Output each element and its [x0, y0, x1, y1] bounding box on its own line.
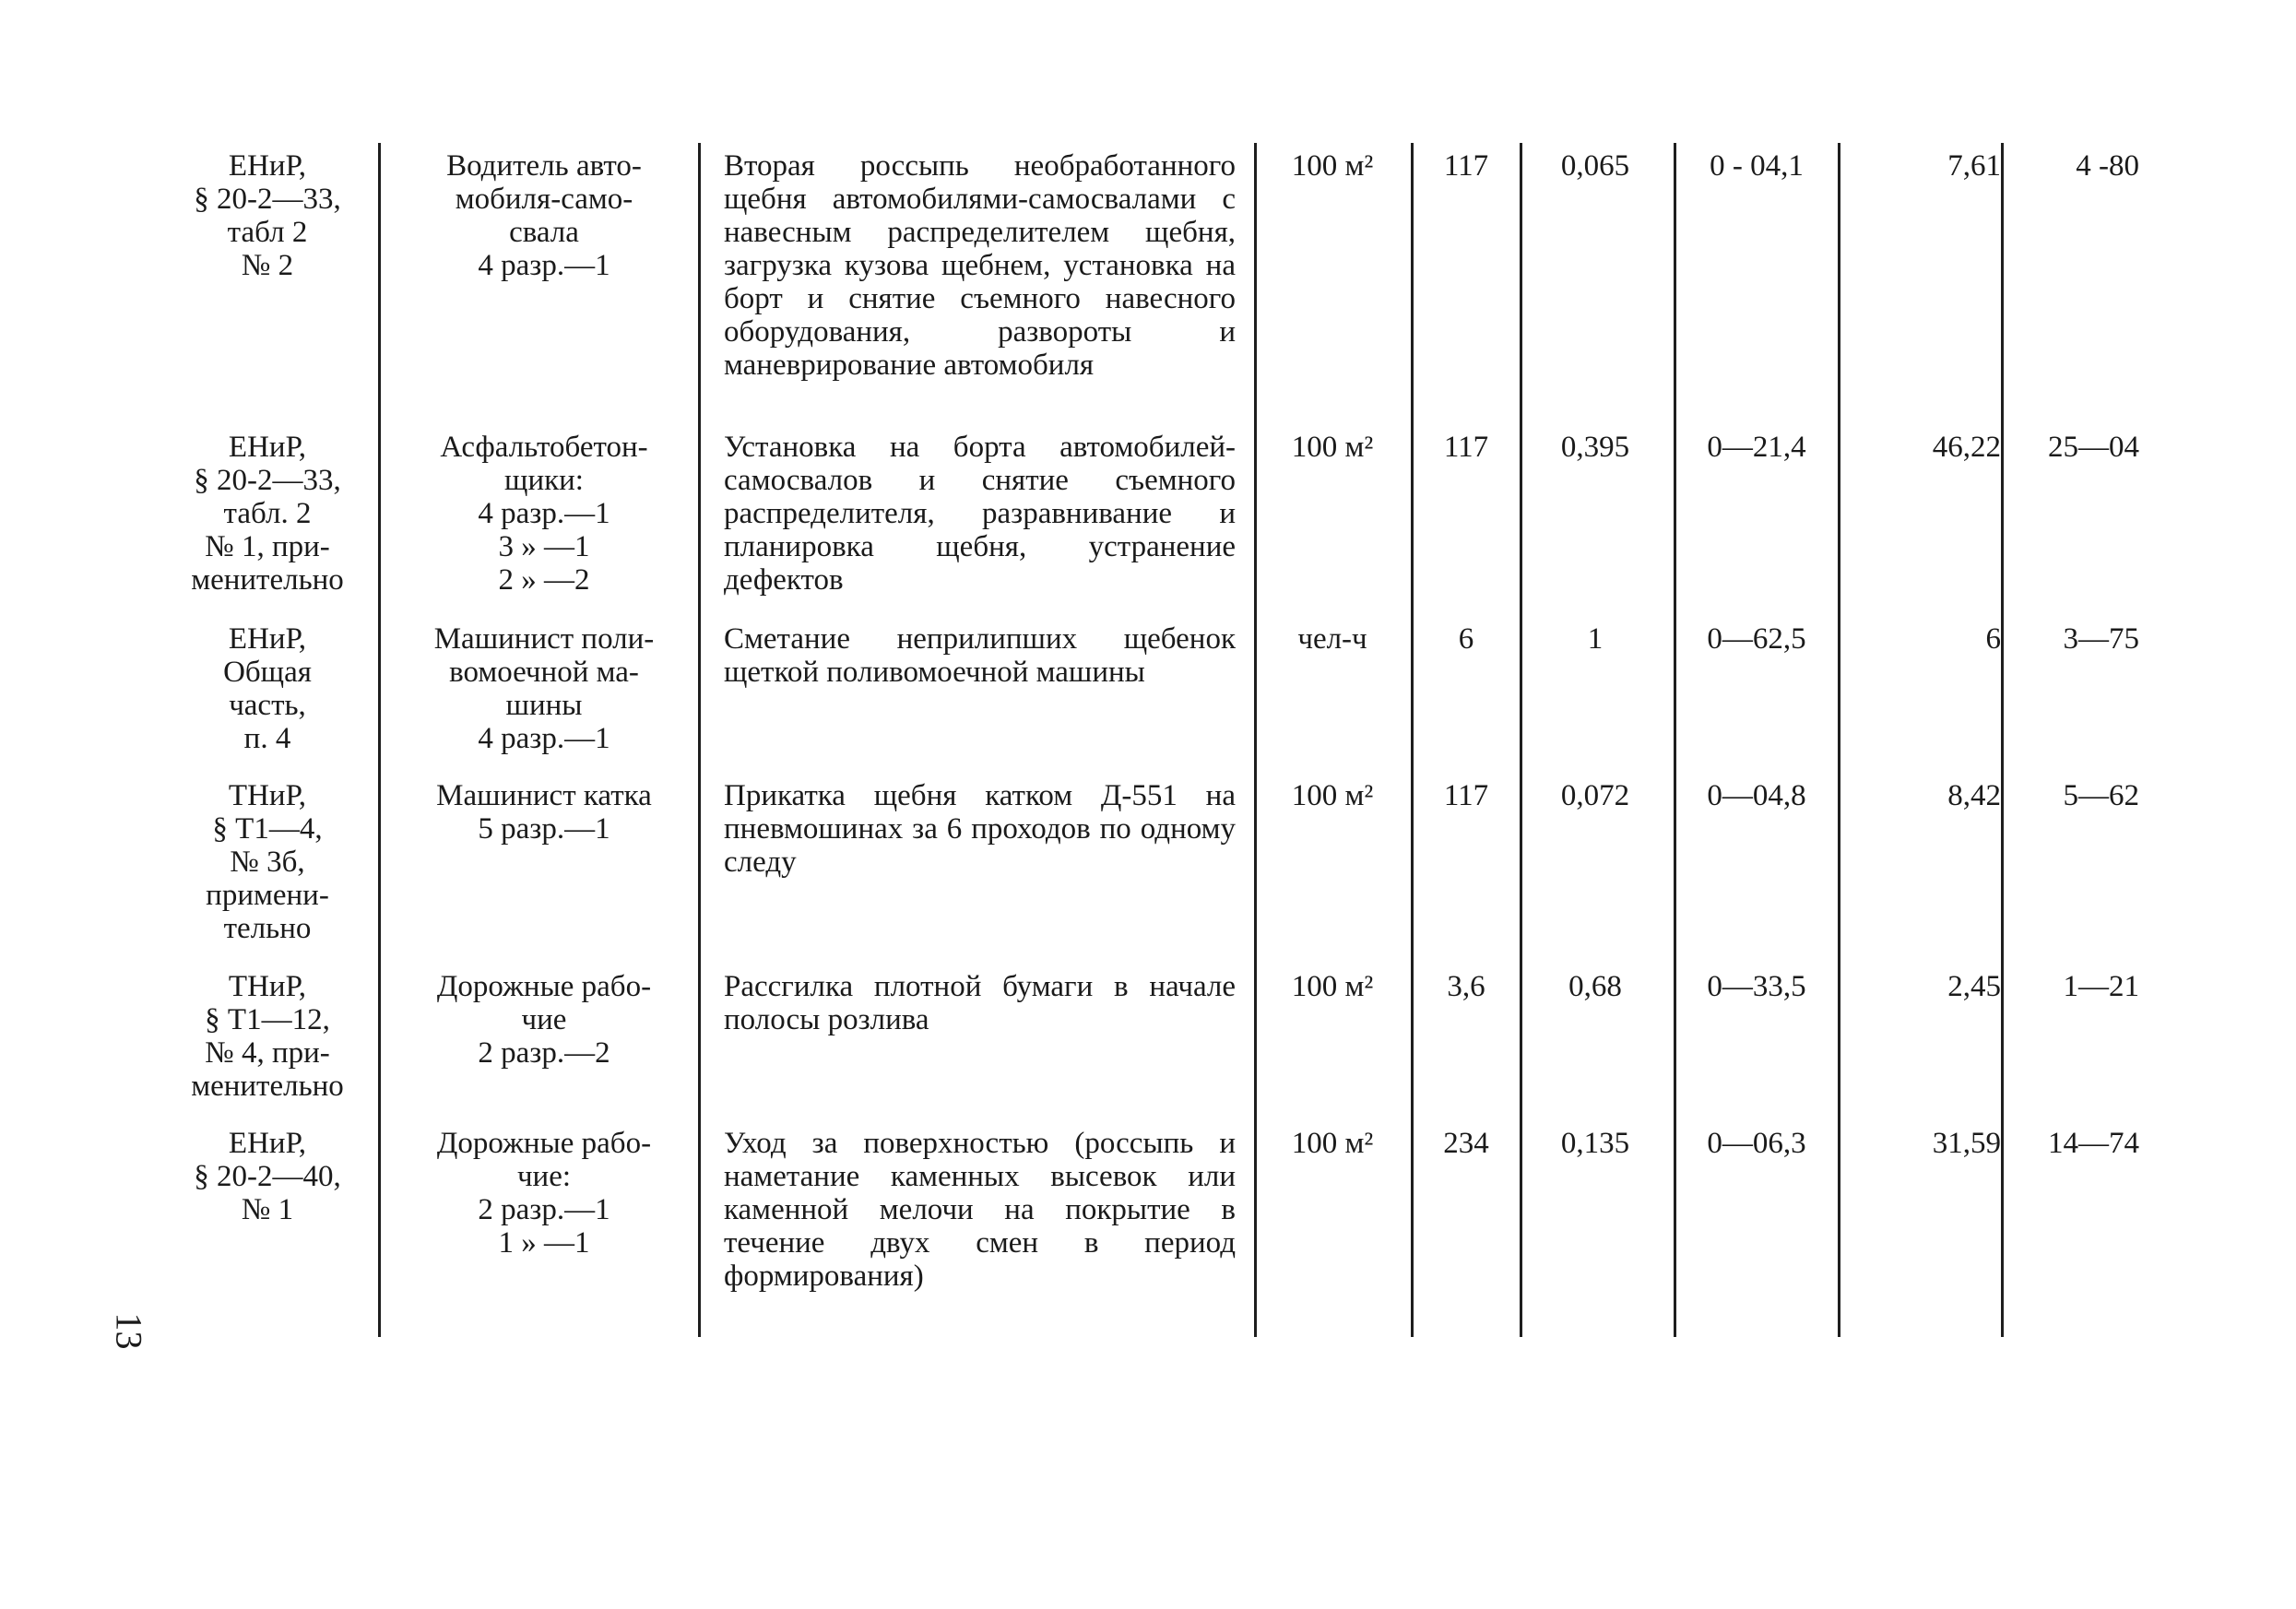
work-description: Сметание неприлипших щебенок щеткой поливомоечной машины [724, 622, 1236, 689]
column-rule [1674, 143, 1676, 1337]
norm-reference: ТНиР, § Т1—4, № 3б, примени- тельно [206, 779, 329, 945]
unit: 100 м² [1291, 779, 1374, 812]
volume: 234 [1443, 1127, 1489, 1160]
labor-total: 46,22 [1932, 431, 2001, 464]
workers-composition: Асфальтобетон- щики: 4 разр.—1 3 » —1 2 » —2 [440, 431, 648, 597]
column-rule [2001, 143, 2004, 1337]
wage-total: 1—21 [2063, 970, 2139, 1003]
wage-total: 25—04 [2048, 431, 2139, 464]
norm-reference: ТНиР, § Т1—12, № 4, при- менительно [191, 970, 344, 1103]
column-rule [1520, 143, 1522, 1337]
volume: 117 [1443, 779, 1489, 812]
labor-total: 7,61 [1947, 149, 2001, 183]
column-rule [1411, 143, 1414, 1337]
page-number: 13 [108, 1312, 150, 1350]
wage-total: 4 -80 [2076, 149, 2139, 183]
unit-price: 0—62,5 [1707, 622, 1806, 656]
workers-composition: Дорожные рабо- чие: 2 разр.—1 1 » —1 [436, 1127, 652, 1260]
unit: 100 м² [1291, 1127, 1374, 1160]
norm-reference: ЕНиР, § 20-2—33, табл 2 № 2 [194, 149, 341, 282]
column-rule [698, 143, 701, 1337]
work-description: Рассгилка плотной бумаги в начале полосы розлива [724, 970, 1236, 1036]
time-norm: 1 [1587, 622, 1604, 656]
column-rule [1254, 143, 1257, 1337]
time-norm: 0,065 [1560, 149, 1630, 183]
unit-price: 0—04,8 [1707, 779, 1806, 812]
work-description: Прикатка щебня катком Д-551 на пневмошинах за 6 проходов по одному следу [724, 779, 1236, 879]
workers-composition: Водитель авто- мобиля-само- свала 4 разр.—1 [446, 149, 642, 282]
volume: 117 [1443, 149, 1489, 183]
norm-reference: ЕНиР, § 20-2—33, табл. 2 № 1, при- менительно [191, 431, 344, 597]
volume: 6 [1458, 622, 1474, 656]
work-description: Уход за поверхностью (россыпь и наметание каменных высевок или каменной мелочи на покрытие в течение двух смен в период формирования) [724, 1127, 1236, 1293]
volume: 117 [1443, 431, 1489, 464]
unit-price: 0—33,5 [1707, 970, 1806, 1003]
labor-total: 2,45 [1947, 970, 2001, 1003]
unit: чел-ч [1297, 622, 1367, 656]
unit-price: 0—21,4 [1707, 431, 1806, 464]
time-norm: 0,135 [1560, 1127, 1630, 1160]
volume: 3,6 [1447, 970, 1485, 1003]
workers-composition: Машинист поли- вомоечной ма- шины 4 разр.—1 [433, 622, 655, 755]
unit-price: 0—06,3 [1707, 1127, 1806, 1160]
wage-total: 14—74 [2048, 1127, 2139, 1160]
work-description: Установка на борта автомобилей-самосвалов и снятие съемного распределителя, разравнивание и планировка щебня, устранение дефектов [724, 431, 1236, 597]
norm-reference: ЕНиР, Общая часть, п. 4 [223, 622, 312, 755]
labor-total: 8,42 [1947, 779, 2001, 812]
labor-total: 6 [1985, 622, 2001, 656]
workers-composition: Дорожные рабо- чие 2 разр.—2 [436, 970, 652, 1070]
workers-composition: Машинист катка 5 разр.—1 [436, 779, 652, 846]
unit: 100 м² [1291, 970, 1374, 1003]
unit: 100 м² [1291, 149, 1374, 183]
unit-price: 0 - 04,1 [1710, 149, 1804, 183]
column-rule [378, 143, 381, 1337]
work-description: Вторая россыпь необработанного щебня автомобилями-самосвалами с навесным распределителем щебня, загрузка кузова щебнем, установка на борт и снятие съемного навесного оборудования, развороты и маневрирование автомобиля [724, 149, 1236, 382]
norm-reference: ЕНиР, § 20-2—40, № 1 [194, 1127, 341, 1226]
time-norm: 0,395 [1560, 431, 1630, 464]
unit: 100 м² [1291, 431, 1374, 464]
time-norm: 0,072 [1560, 779, 1630, 812]
column-rule [1838, 143, 1840, 1337]
wage-total: 5—62 [2063, 779, 2139, 812]
labor-total: 31,59 [1932, 1127, 2001, 1160]
wage-total: 3—75 [2063, 622, 2139, 656]
time-norm: 0,68 [1568, 970, 1622, 1003]
